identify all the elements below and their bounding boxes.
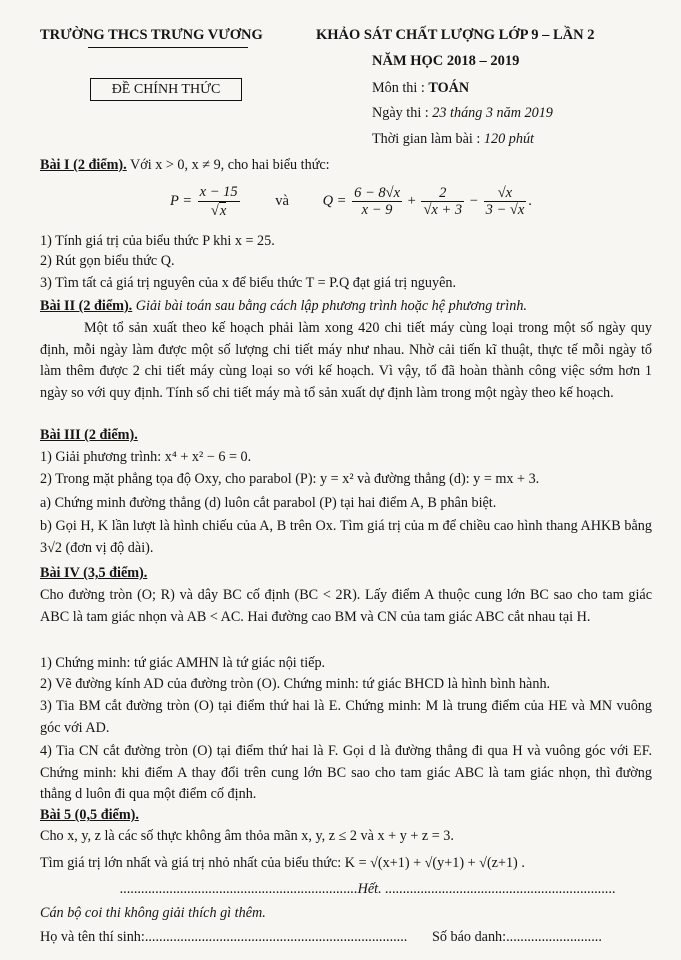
bai5-title: Bài 5 (0,5 điểm). xyxy=(40,807,139,823)
bai2-instruction: Giải bài toán sau bằng cách lập phương trình hoặc hệ phương trình. xyxy=(135,298,527,314)
bai2-heading xyxy=(40,299,527,313)
bai5-l1: Cho x, y, z là các số thực không âm thỏa mãn x, y, z ≤ 2 và x + y + z = 3. xyxy=(40,828,454,844)
time-line: Thời gian làm bài : 120 phút xyxy=(372,131,534,147)
bai4-q2: 2) Vẽ đường kính AD của đường tròn (O). Chứng minh: tứ giác BHCD là hình bình hành. xyxy=(40,676,551,692)
Q-term3: $\frac{√x}{3 - √x}$ xyxy=(485,184,525,219)
bai1-intro: Với x > 0, x ≠ 9, cho hai biểu thức: xyxy=(130,157,330,173)
end-line: ...................................................................Hết. ................................................................. xyxy=(120,881,616,897)
bai4-heading xyxy=(40,566,147,580)
exam-title: KHẢO SÁT CHẤT LƯỢNG LỚP 9 – LẦN 2 xyxy=(316,27,595,43)
Q-term1: $\frac{6 - 8√x}{x - 9}$ xyxy=(354,184,401,219)
bai1-q3: 3) Tìm tất cả giá trị nguyên của x để biểu thức T = P.Q đạt giá trị nguyên. xyxy=(40,275,457,291)
candidate-name-line: Họ và tên thí sinh:.......................................................................... xyxy=(40,929,408,945)
bai4-q4: 4) Tia CN cắt đường tròn (O) tại điểm thứ hai là F. Gọi d là đường thẳng đi qua H và vuông góc với EF. Chứng minh: khi điểm A thay đổi trên cung lớn BC sao cho tam giác ABC là tam giác nhọn, thì đường thẳng d luôn đi qua một điểm cố định. xyxy=(40,743,652,802)
school-name: TRƯỜNG THCS TRƯNG VƯƠNG xyxy=(40,27,263,43)
bai1-q1: 1) Tính giá trị của biểu thức P khi x = 25. xyxy=(40,233,275,249)
bai3-q1: 1) Giải phương trình: x⁴ + x² − 6 = 0. xyxy=(40,449,252,465)
subject-line: Môn thi : TOÁN xyxy=(372,80,470,96)
bai4-title: Bài IV (3,5 điểm). xyxy=(40,565,148,581)
bai4-q3: 3) Tia BM cắt đường tròn (O) tại điểm thứ hai là E. Chứng minh: M là trung điểm của HE và MN vuông góc với AD. xyxy=(40,698,652,736)
bai5-heading xyxy=(40,808,139,822)
candidate-number-line: Số báo danh:........................... xyxy=(432,929,602,945)
bai3-qa: a) Chứng minh đường thẳng (d) luôn cắt parabol (P) tại hai điểm A, B phân biệt. xyxy=(40,495,497,511)
school-underline xyxy=(88,47,248,48)
bai3-qb: b) Gọi H, K lần lượt là hình chiếu của A, B trên Ox. Tìm giá trị của m để chiều cao hình thang AHKB bằng 3√2 (đơn vị độ dài). xyxy=(40,518,652,556)
P-fraction: $\frac{x - 15}{√x}$ xyxy=(199,184,238,219)
exam-time: 120 phút xyxy=(483,131,534,147)
subject: TOÁN xyxy=(428,80,470,96)
school-year: NĂM HỌC 2018 – 2019 xyxy=(372,53,520,69)
candidate-name-label: Họ và tên thí sinh: xyxy=(40,929,145,945)
bai1-heading xyxy=(40,158,330,172)
bai1-formula: P = $\frac{x - 15}{√x}$ và Q = $\frac{6 - 8√x}{x - 9}$ + $\frac{2}{√x + 3}$ − $\frac{√x}{3 - √x}$ . xyxy=(170,184,532,219)
bai2-body: Một tổ sản xuất theo kế hoạch phải làm xong 420 chi tiết máy cùng loại trong một số ngày quy định, mỗi ngày làm được một số lượng chi tiết máy như nhau. Nhờ cải tiến kĩ thuật, thực tế mỗi ngày tổ làm thêm được 2 chi tiết máy cùng loại so với kế hoạch. Vì vậy, tổ đã hoàn thành công việc sớm hơn 1 ngày so với quy định. Tính số chi tiết máy mà tổ sản xuất dự định làm trong một ngày theo kế hoạch. xyxy=(40,320,652,401)
Q-term2: $\frac{2}{√x + 3}$ xyxy=(423,184,463,219)
bai2-title: Bài II (2 điểm). xyxy=(40,298,133,314)
bai1-q2: 2) Rút gọn biểu thức Q. xyxy=(40,253,175,269)
bai5-l2: Tìm giá trị lớn nhất và giá trị nhỏ nhất của biểu thức: K = √(x+1) + √(y+1) + √(z+1) . xyxy=(40,855,525,871)
bai3-title: Bài III (2 điểm). xyxy=(40,427,138,443)
bai4-q1: 1) Chứng minh: tứ giác AMHN là tứ giác nội tiếp. xyxy=(40,655,326,671)
bai1-title: Bài I (2 điểm). xyxy=(40,157,127,173)
bai4-intro: Cho đường tròn (O; R) và dây BC cố định (BC < 2R). Lấy điểm A thuộc cung lớn BC sao cho tam giác ABC là tam giác nhọn và AB < AC. Hai đường cao BM và CN của tam giác ABC cắt nhau tại H. xyxy=(40,587,652,625)
official-stamp: ĐỀ CHÍNH THỨC xyxy=(90,78,242,101)
date-line: Ngày thi : 23 tháng 3 năm 2019 xyxy=(372,105,553,121)
bai3-heading xyxy=(40,428,138,442)
end-text: Hết. xyxy=(357,881,382,897)
proctor-note: Cán bộ coi thi không giải thích gì thêm. xyxy=(40,905,266,921)
candidate-number-label: Số báo danh: xyxy=(432,929,507,945)
bai3-q2: 2) Trong mặt phẳng tọa độ Oxy, cho parabol (P): y = x² và đường thẳng (d): y = mx + 3. xyxy=(40,471,540,487)
exam-date: 23 tháng 3 năm 2019 xyxy=(432,105,553,121)
